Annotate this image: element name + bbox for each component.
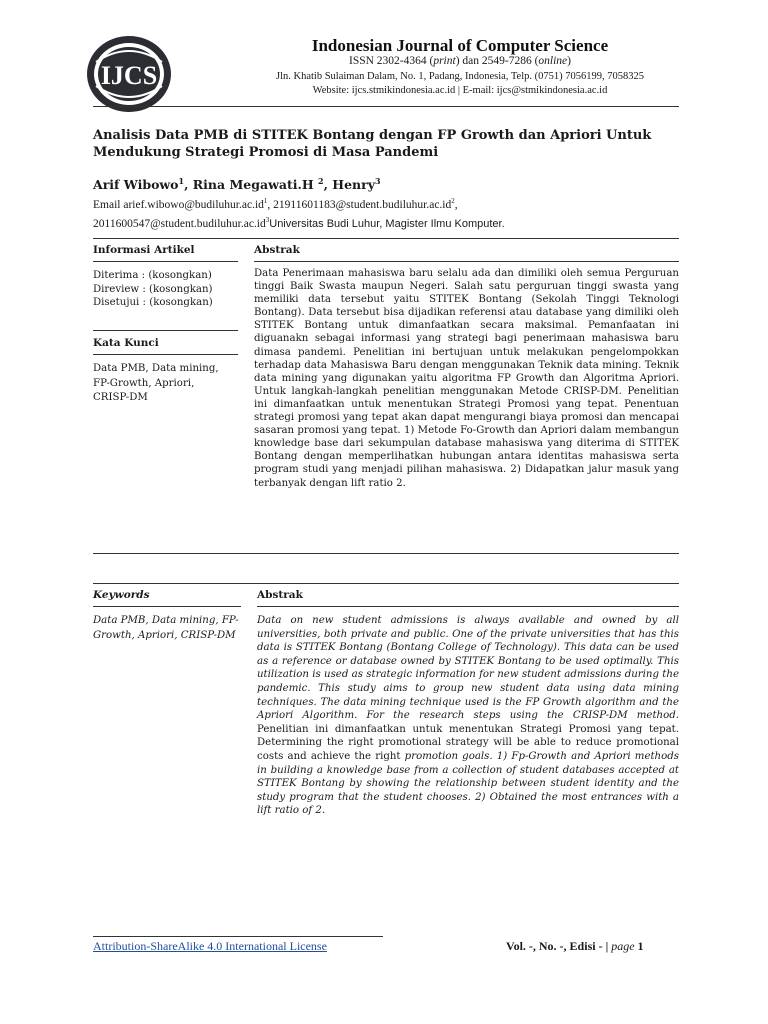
abstrak-heading: Abstrak [254, 244, 300, 256]
abstrak-en-heading: Abstrak [257, 589, 303, 601]
disetujui-date: Disetujui : (kosongkan) [93, 297, 213, 308]
kata-kunci-top-rule [93, 330, 238, 331]
issn-line: ISSN 2302-4364 (print) dan 2549-7286 (online) [348, 55, 572, 67]
section-bottom-rule [93, 553, 679, 554]
paper-title: Analisis Data PMB di STITEK Bontang dengan FP Growth dan Apriori Untuk Mendukung Strategi Promosi di Masa Pandemi [93, 128, 652, 160]
abstract-english-text: Data on new student admissions is always available and owned by all universities, both private and public. One of the private universities that has this data is STITEK Bontang (Bontang College of Technology). This data can be used as a reference or database owned by STITEK Bontang to be used optimally. This utilization is used as strategic information for new student admissions during the pandemic. This study aims to group new student data using data mining techniques. The data mining technique used is the FP Growth algorithm and the Apriori Algorithm. For the research steps using the CRISP-DM method. Penelitian ini dimanfaatkan untuk menentukan Strategi Promosi yang tepat. Determining the right promotional strategy will be able to reduce promotional costs and achieve the right promotion goals. 1) Fp-Growth and Apriori methods in building a knowledge base from a collection of student databases accepted at STITEK Bontang by showing the relationship between student identity and the study program that the student chooses. 2) Obtained the most entrances with a lift ratio of 2. [257, 615, 680, 817]
section-top-rule [93, 238, 679, 239]
info-heading-rule [93, 261, 238, 262]
diterima-date: Diterima : (kosongkan) [93, 270, 212, 281]
article-dates [93, 269, 243, 310]
keywords-top-rule [93, 583, 679, 584]
abstrak-en-heading-rule [257, 606, 679, 607]
journal-address: Jln. Khatib Sulaiman Dalam, No. 1, Padang, Indonesia, Telp. (0751) 7056199, 7058325 [276, 71, 644, 82]
direview-date: Direview : (kosongkan) [93, 283, 213, 295]
abstrak-indonesian-text: Data Penerimaan mahasiswa baru selalu ada dan dimiliki oleh semua Perguruan tinggi Baik Swasta maupun Negeri. Salah satu perguruan tinggi swasta yang memiliki data tersebut yaitu STITEK Bontang (Sekolah Tinggi Teknologi Bontang). Data tersebut bisa dijadikan referensi atau database yang dimiliki oleh STITEK Bontang untuk dimanfaatkan secara maksimal. Pemanfaatan ini diguanakn sebagai informasi yang strategi bagi penerimaan mahasiswa baru dimasa pandemi. Penelitian ini bertujuan untuk melakukan pengelompokkan terhadap data Mahasiswa Baru dengan menggunakan Teknik data mining. Teknik data mining yang digunakan yaitu algoritma FP Growth dan Algoritma Apriori. Untuk langkah-langkah penelitian menggunakan Metode CRISP-DM. Penelitian ini dimanfaatkan untuk menentukan Strategi Promosi yang tepat. Penentuan strategi promosi yang tepat akan dapat mengurangi biaya promosi dan mencapai sasaran promosi yang tepat. 1) Metode Fo-Growth dan Apriori dalam membangun knowledge base dari sekumpulan database mahasiswa yang diterima di STITEK Bontang dengan memperlihatkan hubungan antara identitas mahasiswa serta program studi yang menjadi pilihan mahasiswa. 2) Didapatkan jalur masuk yang terbanyak dengan lift ratio 2. [254, 268, 679, 489]
kata-kunci-bottom-rule [93, 354, 238, 355]
ijcs-logo [86, 32, 172, 116]
abstrak-heading-rule [254, 261, 679, 262]
journal-website: Website: ijcs.stmikindonesia.ac.id | E-mail: ijcs@stmikindonesia.ac.id [312, 85, 608, 96]
keywords-heading: Keywords [93, 589, 150, 601]
kata-kunci-heading: Kata Kunci [93, 337, 159, 349]
header-divider [93, 106, 679, 107]
footer-rule [93, 936, 383, 937]
journal-title: Indonesian Journal of Computer Science [311, 36, 609, 55]
kata-kunci-list: Data PMB, Data mining, FP-Growth, Apriori, CRISP-DM [93, 363, 219, 403]
logo-text: IJCS [100, 61, 158, 90]
author-list: Arif Wibowo$^1$, Rina Megawati.H $^2$, Henry$^3$ [93, 176, 381, 193]
keywords-heading-rule [93, 606, 241, 607]
author-emails: Email $arief.wibowo@budiluhur.ac.id^1$, $21911601183@student.budiluhur.ac.id^2$, $2011600547@student.budiluhur.ac.id^3Universitas$ Budi Luhur, Magister Ilmu Komputer. [93, 197, 505, 230]
info-artikel-heading: Informasi Artikel [93, 244, 195, 256]
license-link[interactable]: Attribution-ShareAlike 4.0 International License [93, 939, 327, 953]
page-info: Vol. -, No. -, Edisi - | page 1 [506, 939, 644, 953]
keywords-list: Data PMB, Data mining, FP- Growth, Apriori, CRISP-DM [93, 615, 239, 641]
